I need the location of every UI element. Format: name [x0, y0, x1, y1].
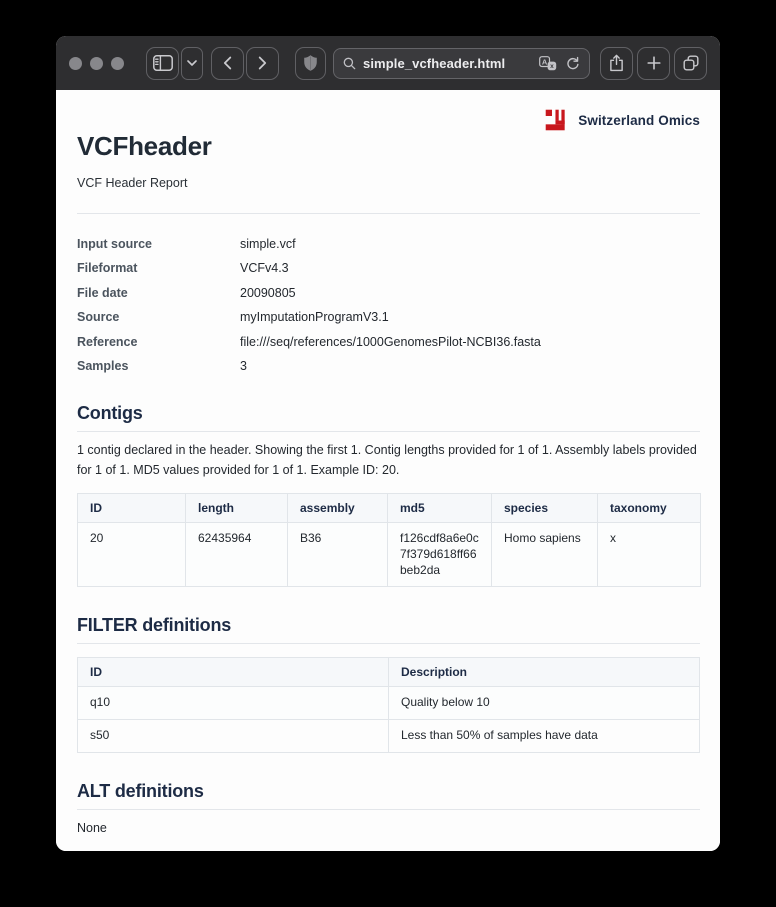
metadata-label: Reference — [77, 334, 138, 349]
column-header-description: Description — [389, 658, 700, 687]
cell-id: 20 — [78, 523, 186, 587]
alt-definitions-empty-value: None — [77, 821, 107, 836]
cell-length: 62435964 — [186, 523, 288, 587]
table-header-row — [78, 658, 700, 687]
column-header-species: species — [492, 494, 598, 523]
share-icon — [609, 54, 624, 72]
divider — [77, 809, 700, 810]
close-window-button[interactable] — [69, 57, 82, 70]
chevron-left-icon — [223, 56, 232, 70]
metadata-label: Input source — [77, 237, 153, 251]
new-tab-button[interactable] — [637, 47, 670, 80]
metadata-label: Source — [77, 310, 120, 325]
cell-id: s50 — [78, 720, 389, 753]
contigs-table — [77, 493, 701, 587]
privacy-report-button[interactable] — [295, 47, 326, 80]
column-header-md5: md5 — [388, 494, 492, 523]
reload-icon[interactable] — [565, 56, 580, 71]
address-bar-url[interactable]: simple_vcfheader.html — [363, 55, 506, 71]
shield-icon — [303, 54, 318, 72]
tab-group-menu-button[interactable] — [181, 47, 203, 80]
chevron-down-icon — [187, 60, 197, 66]
filter-definitions-section — [77, 615, 700, 753]
tab-overview-icon — [683, 55, 699, 71]
metadata-value: 3 — [240, 358, 247, 373]
chevron-right-icon — [258, 56, 267, 70]
divider — [77, 213, 700, 214]
metadata-row-source — [77, 310, 700, 324]
metadata-row-file-date — [77, 286, 700, 300]
column-header-assembly: assembly — [288, 494, 388, 523]
contigs-heading: Contigs — [77, 403, 143, 424]
address-bar[interactable] — [333, 48, 590, 79]
minimize-window-button[interactable] — [90, 57, 103, 70]
browser-window — [56, 36, 720, 851]
metadata-list — [77, 237, 700, 373]
page-subtitle: VCF Header Report — [77, 176, 188, 190]
filter-definitions-table — [77, 657, 700, 753]
cell-taxonomy: x — [598, 523, 701, 587]
cell-assembly: B36 — [288, 523, 388, 587]
brand — [543, 107, 700, 133]
metadata-row-input-source — [77, 237, 700, 251]
metadata-value: file:///seq/references/1000GenomesPilot-NCBI36.fasta — [240, 334, 541, 349]
divider — [77, 643, 700, 644]
svg-text:x: x — [550, 62, 554, 70]
cell-md5: f126cdf8a6e0c7f379d618ff66beb2da — [388, 523, 492, 587]
metadata-row-fileformat — [77, 261, 700, 275]
cell-description: Quality below 10 — [389, 687, 700, 720]
contigs-summary: 1 contig declared in the header. Showing the first 1. Contig lengths provided for 1 of 1. Assembly labels provided for 1 of 1. MD5 values provided for 1 of 1. Example ID: 20. — [77, 443, 697, 477]
cell-species: Homo sapiens — [492, 523, 598, 587]
cell-description: Less than 50% of samples have data — [389, 720, 700, 753]
metadata-value: myImputationProgramV3.1 — [240, 310, 389, 325]
column-header-id: ID — [78, 658, 389, 687]
table-row — [78, 687, 700, 720]
metadata-value: simple.vcf — [240, 237, 296, 251]
sidebar-toggle-button[interactable] — [146, 47, 179, 80]
column-header-length: length — [186, 494, 288, 523]
metadata-row-reference — [77, 335, 700, 349]
filter-definitions-heading: FILTER definitions — [77, 615, 232, 636]
metadata-value: 20090805 — [240, 285, 296, 300]
table-row — [78, 523, 701, 587]
brand-name: Switzerland Omics — [578, 112, 700, 128]
metadata-row-samples — [77, 359, 700, 373]
metadata-label: Fileformat — [77, 261, 138, 276]
cell-id: q10 — [78, 687, 389, 720]
translate-icon[interactable] — [539, 56, 557, 71]
browser-titlebar — [56, 36, 720, 90]
search-icon — [343, 57, 356, 70]
page-title: VCFheader — [77, 131, 212, 161]
metadata-label: File date — [77, 285, 128, 300]
metadata-label: Samples — [77, 358, 129, 373]
report-page — [56, 90, 720, 851]
alt-definitions-heading: ALT definitions — [77, 781, 204, 802]
zoom-window-button[interactable] — [111, 57, 124, 70]
alt-definitions-section — [77, 781, 700, 835]
divider — [77, 431, 700, 432]
plus-icon — [647, 56, 661, 70]
contigs-section — [77, 403, 700, 587]
metadata-value: VCFv4.3 — [240, 261, 289, 276]
table-header-row — [78, 494, 701, 523]
window-controls — [69, 57, 124, 70]
sidebar-icon — [153, 55, 173, 71]
tab-overview-button[interactable] — [674, 47, 707, 80]
forward-button[interactable] — [246, 47, 279, 80]
column-header-taxonomy: taxonomy — [598, 494, 701, 523]
switzerland-omics-logo-icon — [543, 107, 569, 133]
back-button[interactable] — [211, 47, 244, 80]
svg-text:A: A — [541, 56, 548, 66]
table-row — [78, 720, 700, 753]
column-header-id: ID — [78, 494, 186, 523]
share-button[interactable] — [600, 47, 633, 80]
